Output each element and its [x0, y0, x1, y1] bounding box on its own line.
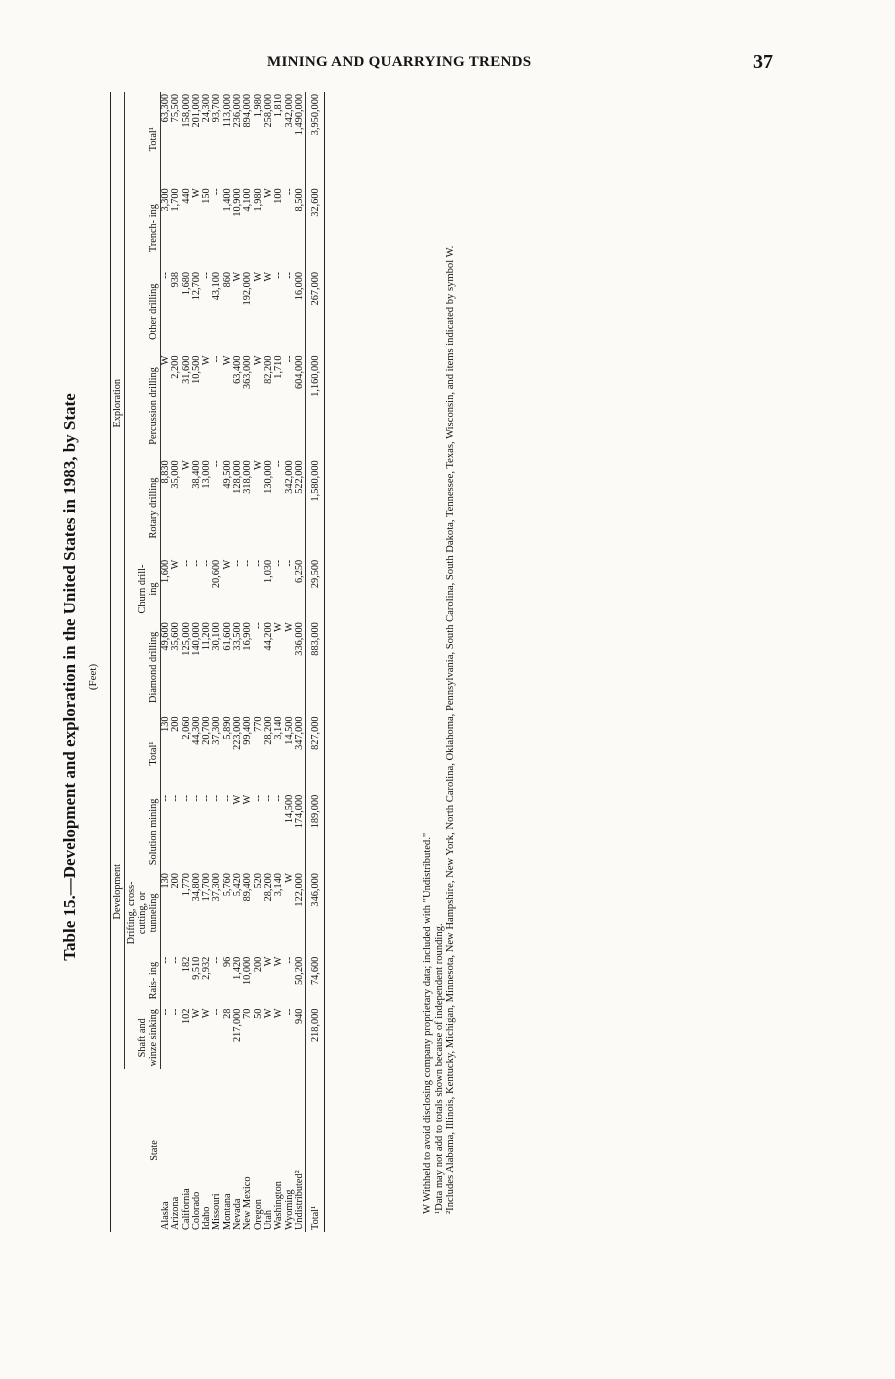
value-cell: 49,500: [221, 460, 233, 489]
rotated-table-block: [60, 92, 490, 1262]
table-row: [223, 92, 233, 1232]
value-cell: 20,600: [211, 559, 223, 589]
state-cell: Arizona: [170, 1196, 182, 1230]
value-cell: --: [221, 794, 233, 802]
value-cell: --: [170, 794, 182, 802]
value-cell: 8,500: [293, 188, 305, 212]
value-cell: 93,700: [211, 94, 223, 123]
state-cell: Undistributed²: [293, 1170, 305, 1230]
col-header: Shaft and winze sinking: [125, 1007, 161, 1069]
value-cell: --: [273, 559, 285, 567]
value-cell: 342,000: [283, 460, 295, 494]
state-cell: California: [180, 1188, 192, 1230]
state-cell: Idaho: [201, 1206, 213, 1230]
value-cell: --: [180, 794, 192, 802]
value-cell: 34,800: [190, 873, 202, 902]
value-cell: 6,250: [293, 559, 305, 583]
value-cell: W: [190, 188, 202, 199]
table-row: [254, 92, 264, 1232]
table-row: [182, 92, 192, 1232]
value-cell: 201,000: [190, 94, 202, 128]
state-cell: Wyoming: [283, 1189, 295, 1230]
value-cell: W: [252, 355, 264, 366]
value-cell: 1,980: [252, 188, 264, 212]
value-cell: 63,300: [160, 94, 171, 123]
table-row: [264, 92, 274, 1232]
value-cell: 1,770: [180, 873, 192, 897]
value-cell: 28: [221, 1008, 233, 1019]
value-cell: --: [190, 794, 202, 802]
value-cell: 200: [170, 873, 182, 889]
col-header: Diamond drilling: [125, 620, 161, 714]
value-cell: 1,810: [273, 94, 285, 118]
value-cell: W: [262, 271, 274, 282]
value-cell: 140,000: [190, 622, 202, 656]
value-cell: 35,000: [170, 460, 182, 489]
value-cell: 347,000: [293, 716, 305, 750]
table-title: Table 15.—Development and exploration in the United States in 1983, by State: [60, 393, 79, 961]
value-cell: --: [211, 794, 223, 802]
value-cell: --: [283, 271, 295, 279]
value-cell: 342,000: [283, 94, 295, 128]
value-cell: --: [211, 355, 223, 363]
value-cell: 122,000: [293, 873, 305, 907]
value-cell: --: [283, 355, 295, 363]
group-header-development: Development: [111, 714, 125, 1069]
value-cell: W: [283, 873, 295, 883]
value-cell: 28,200: [262, 873, 274, 902]
state-cell: New Mexico: [242, 1176, 254, 1230]
value-cell: 4,100: [242, 188, 254, 212]
value-cell: --: [180, 559, 192, 567]
value-cell: 217,000: [232, 1008, 244, 1043]
state-cell: Alaska: [159, 1201, 171, 1230]
value-cell: W: [232, 794, 244, 805]
table-row: [243, 92, 253, 1232]
value-cell: 318,000: [242, 460, 254, 494]
value-cell: 10,500: [190, 355, 202, 384]
value-cell: 10,900: [232, 188, 244, 217]
value-cell: --: [190, 559, 202, 567]
col-header: Trench- ing: [125, 186, 161, 270]
state-cell: Total¹: [306, 1069, 325, 1232]
value-cell: 130: [160, 873, 171, 889]
value-cell: W: [221, 559, 233, 570]
col-header: Total¹: [125, 714, 161, 792]
state-cell: Missouri: [211, 1193, 223, 1230]
page-number: 37: [753, 51, 773, 73]
value-cell: W: [252, 271, 264, 282]
value-cell: --: [232, 559, 244, 567]
value-cell: 37,300: [211, 873, 223, 902]
value-cell: --: [201, 794, 213, 802]
footnote-w: W Withheld to avoid disclosing company proprietary data; included with "Undistributed.": [422, 832, 433, 1214]
state-cell: Utah: [262, 1209, 274, 1230]
value-cell: --: [283, 188, 295, 196]
value-cell: 102: [180, 1008, 192, 1025]
value-cell: 520: [252, 873, 264, 889]
value-cell: 44,200: [262, 622, 274, 651]
value-cell: W: [190, 1008, 202, 1019]
value-cell: 16,900: [242, 622, 254, 651]
value-cell: 125,000: [180, 622, 192, 656]
value-cell: 50: [252, 1008, 264, 1019]
value-cell: W: [273, 1008, 285, 1019]
value-cell: 604,000: [293, 355, 305, 389]
value-cell: --: [160, 1008, 171, 1016]
value-cell: --: [283, 559, 295, 567]
value-cell: 49,600: [160, 622, 171, 651]
value-cell: --: [160, 271, 171, 279]
value-cell: 336,000: [293, 622, 305, 656]
value-cell: 938: [170, 271, 182, 288]
value-cell: --: [160, 956, 171, 964]
value-cell: 940: [293, 1008, 305, 1025]
value-cell: 33,500: [232, 622, 244, 651]
value-cell: 363,000: [242, 355, 254, 389]
value-cell: --: [252, 622, 264, 630]
value-cell: W: [262, 956, 274, 967]
value-cell: --: [170, 1008, 182, 1016]
table-row: [192, 92, 202, 1232]
value-cell: 192,000: [242, 271, 254, 306]
value-cell: 24,300: [201, 94, 213, 123]
value-cell: 29,500: [306, 558, 325, 620]
col-header: Drifting, cross- cutting, or tunneling: [125, 871, 161, 955]
value-cell: 218,000: [306, 1007, 325, 1069]
value-cell: 8,830: [160, 460, 171, 484]
data-table: [110, 92, 325, 1232]
value-cell: 74,600: [306, 955, 325, 1007]
value-cell: W: [273, 956, 285, 967]
table-row: [295, 92, 306, 1232]
value-cell: 346,000: [306, 871, 325, 955]
value-cell: 883,000: [306, 620, 325, 714]
col-header: Rais- ing: [125, 955, 161, 1007]
value-cell: W: [180, 460, 192, 471]
value-cell: 440: [180, 188, 192, 204]
value-cell: --: [252, 794, 264, 802]
value-cell: 894,000: [242, 94, 254, 128]
value-cell: 522,000: [293, 460, 305, 494]
value-cell: 200: [170, 716, 182, 732]
value-cell: 35,600: [170, 622, 182, 651]
col-header: Solution mining: [125, 793, 161, 871]
value-cell: 61,600: [221, 622, 233, 651]
value-cell: W: [170, 559, 182, 570]
value-cell: 1,680: [180, 271, 192, 296]
value-cell: 31,600: [180, 355, 192, 384]
value-cell: 1,710: [273, 355, 285, 379]
value-cell: 5,760: [221, 873, 233, 897]
value-cell: 13,000: [201, 460, 213, 489]
value-cell: 82,200: [262, 355, 274, 384]
value-cell: 130: [160, 716, 171, 732]
value-cell: 827,000: [306, 714, 325, 792]
value-cell: 38,400: [190, 460, 202, 489]
value-cell: 20,700: [201, 716, 213, 745]
value-cell: 9,510: [190, 956, 202, 980]
table-row: [233, 92, 243, 1232]
value-cell: 3,300: [160, 188, 171, 212]
value-cell: W: [252, 460, 264, 471]
value-cell: 5,890: [221, 716, 233, 740]
value-cell: 96: [221, 956, 233, 967]
value-cell: 128,000: [232, 460, 244, 494]
value-cell: --: [273, 794, 285, 802]
value-cell: W: [160, 355, 171, 366]
value-cell: 770: [252, 716, 264, 732]
value-cell: 89,400: [242, 873, 254, 902]
footnote-1: ¹Data may not add to totals shown because of independent rounding.: [433, 923, 445, 1214]
value-cell: --: [211, 956, 223, 964]
value-cell: 100: [273, 188, 285, 204]
value-cell: --: [160, 794, 171, 802]
value-cell: 11,200: [201, 622, 213, 651]
value-cell: 63,400: [232, 355, 244, 384]
col-header-state: State: [148, 1140, 160, 1161]
value-cell: 2,060: [180, 716, 192, 740]
state-cell: Montana: [221, 1193, 233, 1230]
value-cell: 50,200: [293, 956, 305, 986]
value-cell: W: [273, 622, 285, 632]
value-cell: W: [262, 1008, 274, 1019]
total-row: [306, 92, 325, 1232]
value-cell: W: [201, 355, 213, 366]
value-cell: 37,300: [211, 716, 223, 745]
value-cell: 174,000: [293, 794, 305, 829]
col-header: Churn drill- ing: [125, 558, 161, 620]
col-header: Other drilling: [125, 270, 161, 354]
value-cell: 200: [252, 956, 264, 973]
value-cell: 2,932: [201, 956, 213, 980]
value-cell: 5,420: [232, 873, 244, 897]
value-cell: 99,400: [242, 716, 254, 745]
value-cell: 14,500: [283, 716, 295, 745]
value-cell: 30,100: [211, 622, 223, 651]
value-cell: --: [283, 1008, 295, 1016]
value-cell: 258,000: [262, 94, 274, 128]
value-cell: W: [262, 188, 274, 199]
value-cell: 28,200: [262, 716, 274, 745]
value-cell: 1,160,000: [306, 354, 325, 459]
value-cell: 43,100: [211, 271, 223, 301]
value-cell: 1,400: [221, 188, 233, 212]
value-cell: 16,000: [293, 271, 305, 301]
value-cell: 113,000: [221, 94, 233, 128]
value-cell: 14,500: [283, 794, 295, 824]
value-cell: 32,600: [306, 186, 325, 270]
value-cell: 70: [242, 1008, 254, 1019]
value-cell: --: [211, 188, 223, 196]
table-row: [212, 92, 222, 1232]
value-cell: --: [242, 559, 254, 567]
value-cell: W: [242, 794, 254, 805]
value-cell: --: [170, 956, 182, 964]
value-cell: 3,140: [273, 716, 285, 740]
value-cell: 1,580,000: [306, 458, 325, 557]
state-cell: Washington: [273, 1181, 285, 1230]
value-cell: 223,000: [232, 716, 244, 750]
value-cell: 1,700: [170, 188, 182, 212]
value-cell: 17,700: [201, 873, 213, 902]
value-cell: --: [273, 271, 285, 279]
value-cell: 1,030: [262, 559, 274, 583]
value-cell: 158,000: [180, 94, 192, 128]
value-cell: --: [283, 956, 295, 964]
value-cell: --: [252, 559, 264, 567]
col-header: Rotary drilling: [125, 458, 161, 557]
value-cell: 1,980: [252, 94, 264, 118]
value-cell: --: [201, 271, 213, 279]
value-cell: --: [211, 460, 223, 468]
table-row: [161, 92, 172, 1232]
value-cell: W: [232, 271, 244, 282]
value-cell: W: [221, 355, 233, 366]
table-row: [274, 92, 284, 1232]
value-cell: --: [273, 460, 285, 468]
value-cell: 3,950,000: [306, 92, 325, 186]
running-header: MINING AND QUARRYING TRENDS: [267, 54, 532, 70]
value-cell: 1,420: [232, 956, 244, 980]
table-row: [171, 92, 181, 1232]
value-cell: 236,000: [232, 94, 244, 128]
col-header: Total¹: [125, 92, 161, 186]
value-cell: 860: [221, 271, 233, 288]
state-cell: Oregon: [252, 1199, 264, 1230]
value-cell: --: [262, 794, 274, 802]
value-cell: 44,300: [190, 716, 202, 745]
value-cell: 150: [201, 188, 213, 204]
state-cell: Colorado: [190, 1191, 202, 1230]
footnotes: [422, 94, 457, 1214]
value-cell: 12,700: [190, 271, 202, 301]
value-cell: --: [211, 1008, 223, 1016]
value-cell: W: [283, 622, 295, 632]
value-cell: 189,000: [306, 793, 325, 871]
value-cell: --: [201, 559, 213, 567]
value-cell: 3,140: [273, 873, 285, 897]
table-row: [202, 92, 212, 1232]
state-cell: Nevada: [232, 1198, 244, 1230]
table-unit: (Feet): [87, 663, 99, 691]
table-row: [285, 92, 295, 1232]
group-header-exploration: Exploration: [111, 92, 125, 714]
value-cell: 1,490,000: [293, 94, 305, 136]
value-cell: 130,000: [262, 460, 274, 494]
value-cell: 2,200: [170, 355, 182, 379]
value-cell: 182: [180, 956, 192, 973]
value-cell: 1,600: [160, 559, 171, 583]
footnote-2: ²Includes Alabama, Illinois, Kentucky, Michigan, Minnesota, New Hampshire, New York, North Carolina, Oklahoma, Pennsylvania, South Carolina, South Dakota, Tennessee, Texas, Wisconsin, and items indicated by symbol W.: [445, 245, 456, 1214]
col-header: Percussion drilling: [125, 354, 161, 459]
value-cell: 75,500: [170, 94, 182, 123]
value-cell: 10,000: [242, 956, 254, 986]
value-cell: W: [201, 1008, 213, 1019]
value-cell: 267,000: [306, 270, 325, 354]
